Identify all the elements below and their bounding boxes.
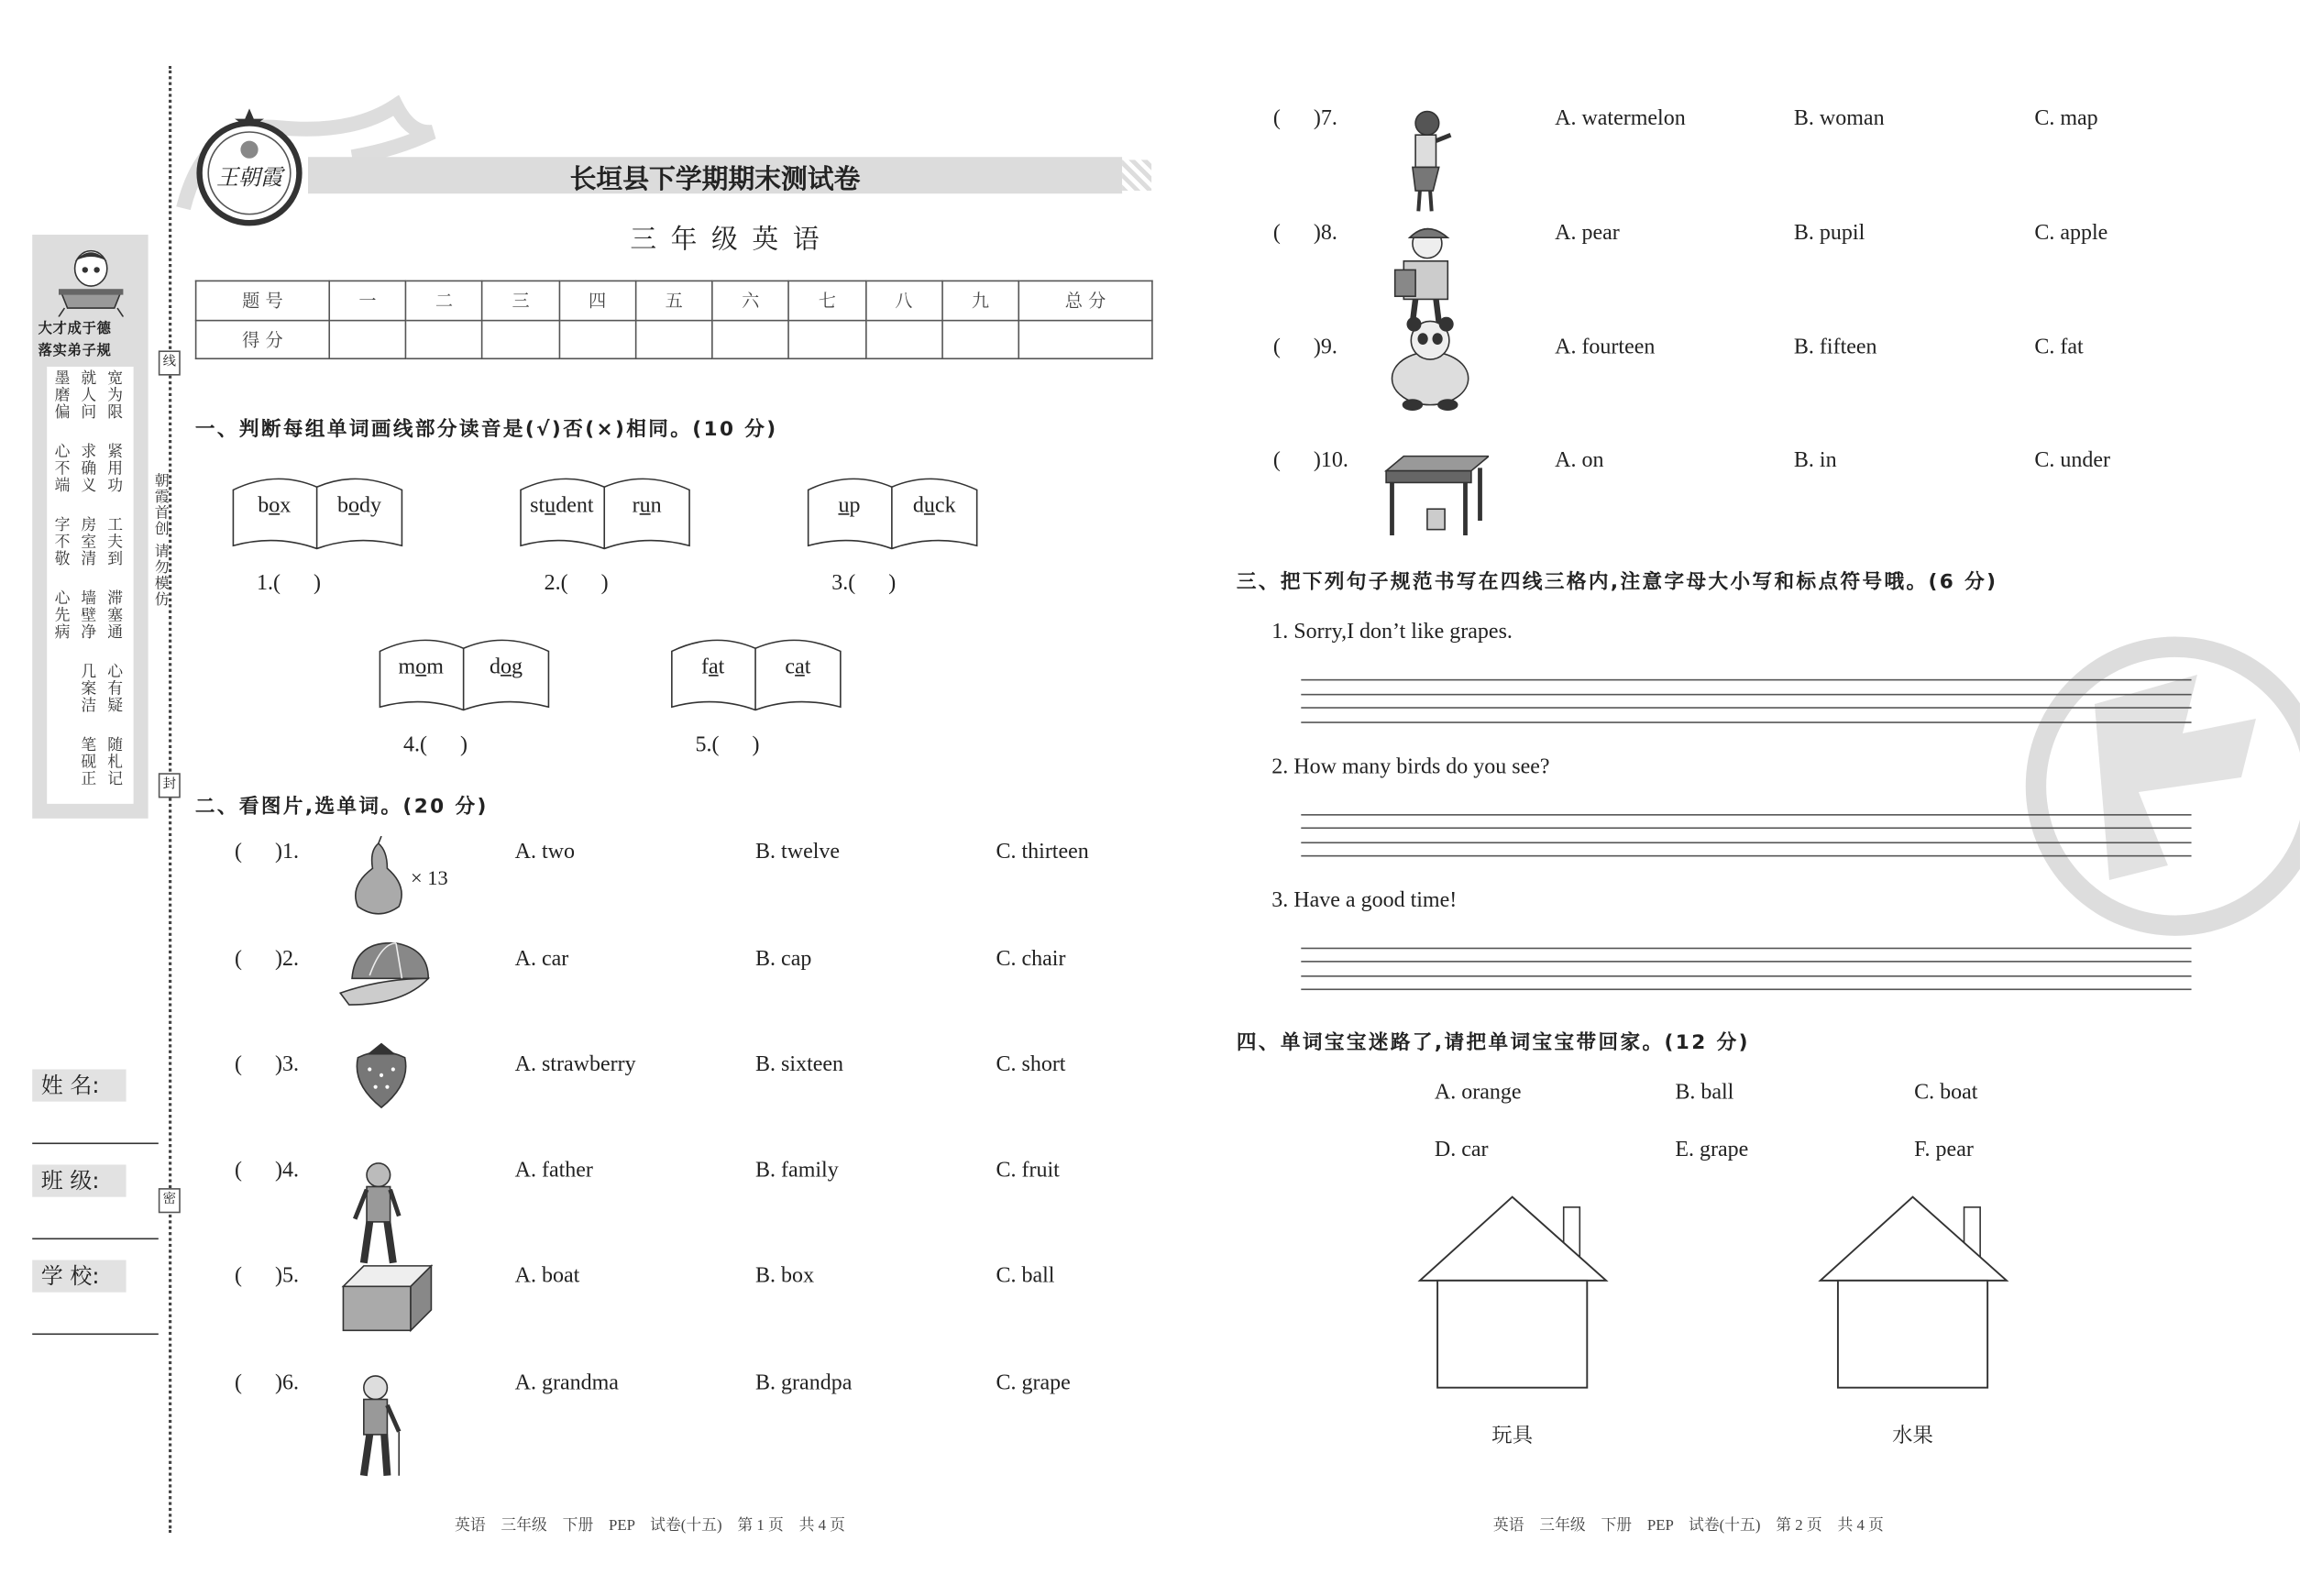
strawberry-icon <box>337 1034 443 1139</box>
logo-lettering: 王朝霞 <box>216 164 283 191</box>
score-header-cell: 一 <box>329 281 406 319</box>
question-picture <box>337 1257 443 1370</box>
motto-col: 心先病 <box>52 589 71 641</box>
section3-heading: 三、把下列句子规范书写在四线三格内,注意字母大小写和标点符号哦。(6 分) <box>1236 570 1998 595</box>
writing-line <box>1301 948 2191 950</box>
binding-mark: 线 <box>159 350 181 375</box>
word-part: g <box>512 655 523 679</box>
school-label: 学 校: <box>32 1260 126 1292</box>
score-header-cell: 五 <box>635 281 712 319</box>
score-cell[interactable] <box>942 320 1019 358</box>
book-word <box>755 655 841 680</box>
motto-col: 工夫到 <box>105 516 124 567</box>
score-header-cell: 四 <box>559 281 636 319</box>
word-part: o <box>348 494 360 518</box>
score-table <box>195 281 1153 359</box>
book-word <box>892 494 977 519</box>
word-part: o <box>501 655 512 679</box>
question-picture <box>1383 317 1489 430</box>
answer-blank[interactable]: ( )8. <box>1272 221 1337 246</box>
option-b[interactable]: B. sixteen <box>755 1052 844 1077</box>
writing-line <box>1301 855 2191 857</box>
answer-blank[interactable]: ( )9. <box>1272 336 1337 360</box>
writing-line <box>1301 842 2191 843</box>
word-part: u <box>639 494 651 518</box>
option-a[interactable]: A. two <box>514 840 575 864</box>
answer-blank[interactable]: 5.( ) <box>695 733 760 757</box>
score-cell[interactable] <box>789 320 866 358</box>
score-cell[interactable] <box>559 320 636 358</box>
word-option: C. boat <box>1914 1081 1978 1105</box>
box-icon <box>337 1257 443 1362</box>
writing-line <box>1301 694 2191 696</box>
book-word <box>519 494 604 519</box>
motto-col: 心有疑 <box>105 663 124 714</box>
word-part: t <box>804 655 811 679</box>
question-picture <box>337 836 443 949</box>
answer-blank[interactable]: ( )7. <box>1272 106 1337 131</box>
word-part: dy <box>359 494 382 518</box>
writing-line <box>1301 961 2191 963</box>
word-part: m <box>426 655 444 679</box>
score-cell[interactable] <box>406 320 483 358</box>
desk-icon <box>1383 450 1489 556</box>
word-part: f <box>700 655 709 679</box>
answer-blank[interactable]: 1.( ) <box>257 572 322 596</box>
answer-blank[interactable]: 2.( ) <box>544 572 609 596</box>
writing-line <box>1301 707 2191 709</box>
class-field[interactable] <box>32 1238 159 1239</box>
word-option: E. grape <box>1675 1138 1749 1162</box>
word-part: m <box>398 655 416 679</box>
word-part: p <box>849 494 861 518</box>
question-picture <box>337 934 443 1047</box>
score-header-cell: 题 号 <box>196 281 330 319</box>
motto-col: 宽为限 <box>105 369 124 421</box>
book-word <box>464 655 549 680</box>
father-icon <box>337 1161 443 1266</box>
option-c[interactable]: C. grape <box>996 1371 1071 1395</box>
score-cell[interactable] <box>865 320 942 358</box>
multiplier-text: × 13 <box>411 868 448 891</box>
motto-col: 几案洁 <box>79 663 97 714</box>
option-a[interactable]: A. grandma <box>514 1371 619 1395</box>
word-option: F. pear <box>1914 1138 1974 1162</box>
open-book <box>670 633 842 710</box>
answer-blank[interactable]: ( )4. <box>235 1159 300 1183</box>
option-c[interactable]: C. fruit <box>996 1159 1060 1183</box>
option-b[interactable]: B. in <box>1793 448 1837 473</box>
section2-heading: 二、看图片,选单词。(20 分) <box>194 795 489 819</box>
motto-title: 大才成于德 <box>38 321 112 338</box>
score-cell[interactable] <box>1018 320 1152 358</box>
score-cell[interactable] <box>482 320 559 358</box>
class-label: 班 级: <box>32 1164 126 1196</box>
book-word <box>379 655 464 680</box>
option-b[interactable]: B. cap <box>755 947 812 972</box>
word-part: c <box>785 655 796 679</box>
score-header-cell: 二 <box>406 281 483 319</box>
word-option: A. orange <box>1434 1081 1522 1105</box>
option-c[interactable]: C. map <box>2034 106 2098 131</box>
word-part: o <box>269 494 281 518</box>
book-word <box>670 655 755 680</box>
fruit-house[interactable] <box>1818 1194 2011 1393</box>
motto-col: 房室清 <box>79 516 97 567</box>
footer-right: 英语 三年级 下册 PEP 试卷(十五) 第 2 页 共 4 页 <box>1492 1518 1884 1535</box>
question-picture <box>1383 108 1489 221</box>
question-picture <box>337 1034 443 1147</box>
motto-col: 墨磨偏 <box>52 369 71 421</box>
question-picture <box>337 1373 443 1486</box>
word-part: r <box>632 494 640 518</box>
motto-col: 字不敬 <box>52 516 71 567</box>
option-a[interactable]: A. watermelon <box>1555 106 1686 131</box>
writing-line <box>1301 679 2191 681</box>
word-part: o <box>415 655 427 679</box>
option-a[interactable]: A. car <box>514 947 569 972</box>
cap-icon <box>337 934 443 1040</box>
motto-title: 落实弟子规 <box>38 343 112 360</box>
score-row <box>196 320 1152 358</box>
word-part: b <box>337 494 349 518</box>
sentence-2: 2. How many birds do you see? <box>1271 755 1550 779</box>
score-header-cell: 六 <box>712 281 789 319</box>
book-word <box>232 494 317 519</box>
option-c[interactable]: C. fat <box>2034 336 2084 360</box>
motto-col: 墙壁净 <box>79 589 97 641</box>
book-word <box>317 494 402 519</box>
word-part: t <box>718 655 725 679</box>
option-b[interactable]: B. grandpa <box>755 1371 853 1395</box>
word-part: x <box>280 494 292 518</box>
word-option: B. ball <box>1675 1081 1734 1105</box>
score-cell[interactable] <box>329 320 406 358</box>
woman-icon <box>1383 108 1489 214</box>
option-a[interactable]: A. strawberry <box>514 1052 636 1077</box>
option-c[interactable]: C. ball <box>996 1264 1055 1288</box>
motto-col: 滞塞通 <box>105 589 124 641</box>
exam-subtitle: 三 年 级 英 语 <box>630 224 822 256</box>
binding-mark: 封 <box>159 773 181 798</box>
word-part: a <box>708 655 719 679</box>
option-b[interactable]: B. family <box>755 1159 839 1183</box>
motto-col: 心不端 <box>52 443 71 494</box>
score-cell[interactable] <box>712 320 789 358</box>
word-part: d <box>490 655 501 679</box>
word-part: a <box>795 655 805 679</box>
option-b[interactable]: B. box <box>755 1264 815 1288</box>
answer-blank[interactable]: 3.( ) <box>831 572 897 596</box>
word-part: u <box>545 494 556 518</box>
open-book <box>379 633 550 710</box>
word-part: dent <box>556 494 594 518</box>
option-a[interactable]: A. boat <box>514 1264 580 1288</box>
score-header-cell: 三 <box>482 281 559 319</box>
word-part: ck <box>934 494 956 518</box>
option-a[interactable]: A. father <box>514 1159 593 1183</box>
question-picture <box>1383 450 1489 563</box>
book-word <box>807 494 892 519</box>
name-label: 姓 名: <box>32 1069 126 1101</box>
sentence-1: 1. Sorry,I don’t like grapes. <box>1271 620 1513 644</box>
score-header-cell: 九 <box>942 281 1019 319</box>
answer-blank[interactable]: ( )6. <box>235 1371 300 1395</box>
book-word <box>604 494 689 519</box>
name-field[interactable] <box>32 1142 159 1144</box>
option-c[interactable]: C. thirteen <box>996 840 1089 864</box>
pupil-icon <box>1383 223 1489 328</box>
answer-blank[interactable]: ( )2. <box>235 947 300 972</box>
score-header-cell: 八 <box>865 281 942 319</box>
writing-line <box>1301 988 2191 990</box>
option-c[interactable]: C. apple <box>2034 221 2108 246</box>
sentence-3: 3. Have a good time! <box>1271 888 1458 913</box>
binding-mark: 密 <box>159 1188 181 1213</box>
option-b[interactable]: B. fifteen <box>1793 336 1877 360</box>
banner-pattern <box>1122 160 1151 191</box>
option-b[interactable]: B. twelve <box>755 840 841 864</box>
toys-house[interactable] <box>1417 1194 1611 1393</box>
writing-line <box>1301 721 2191 723</box>
school-field[interactable] <box>32 1333 159 1335</box>
wang-zhaoxia-logo <box>195 105 303 228</box>
word-part: u <box>838 494 850 518</box>
watermark-seal <box>2021 616 2300 956</box>
motto-col: 紧用功 <box>105 443 124 494</box>
motto-text <box>47 367 133 804</box>
option-b[interactable]: B. pupil <box>1793 221 1865 246</box>
writing-line <box>1301 975 2191 977</box>
motto-sidebar <box>32 235 148 819</box>
word-part: d <box>912 494 924 518</box>
copyright-notice: 朝霞首创 请勿模仿 <box>150 472 168 608</box>
word-part: b <box>258 494 270 518</box>
word-option: D. car <box>1434 1138 1489 1162</box>
score-label: 得 分 <box>196 320 330 358</box>
score-header-cell: 总 分 <box>1018 281 1152 319</box>
score-cell[interactable] <box>635 320 712 358</box>
option-b[interactable]: B. woman <box>1793 106 1885 131</box>
house-label-toys: 玩具 <box>1491 1425 1534 1448</box>
answer-blank[interactable]: ( )10. <box>1272 448 1348 473</box>
section4-heading: 四、单词宝宝迷路了,请把单词宝宝带回家。(12 分) <box>1236 1030 1750 1055</box>
answer-blank[interactable]: ( )3. <box>235 1052 300 1077</box>
motto-col: 就人问 <box>79 369 97 421</box>
word-part: st <box>530 494 545 518</box>
open-book <box>807 472 978 548</box>
answer-blank[interactable]: 4.( ) <box>403 733 468 757</box>
score-header-row <box>196 281 1152 319</box>
option-c[interactable]: C. chair <box>996 947 1066 972</box>
writing-line <box>1301 827 2191 829</box>
score-header-cell: 七 <box>789 281 866 319</box>
option-a[interactable]: A. fourteen <box>1555 336 1656 360</box>
footer-left: 英语 三年级 下册 PEP 试卷(十五) 第 1 页 共 4 页 <box>455 1518 845 1535</box>
grandpa-icon <box>337 1373 443 1479</box>
student-reading-icon <box>53 244 129 317</box>
open-book <box>519 472 690 548</box>
option-a[interactable]: A. on <box>1555 448 1604 473</box>
exam-title: 长垣县下学期期末测试卷 <box>569 164 861 195</box>
option-c[interactable]: C. short <box>996 1052 1066 1077</box>
house-label-fruit: 水果 <box>1892 1425 1933 1448</box>
motto-col: 随札记 <box>105 736 124 787</box>
answer-blank[interactable]: ( )5. <box>235 1264 300 1288</box>
writing-line <box>1301 814 2191 816</box>
word-part: n <box>650 494 662 518</box>
motto-col: 笔砚正 <box>79 736 97 787</box>
answer-blank[interactable]: ( )1. <box>235 840 300 864</box>
fat-panda-icon <box>1383 317 1489 423</box>
word-part: u <box>923 494 935 518</box>
binding-dotted-line <box>169 66 171 1533</box>
motto-col: 求确义 <box>79 443 97 494</box>
section1-heading: 一、判断每组单词画线部分读音是(√)否(×)相同。(10 分) <box>194 418 778 442</box>
option-c[interactable]: C. under <box>2034 448 2111 473</box>
open-book <box>232 472 403 548</box>
option-a[interactable]: A. pear <box>1555 221 1620 246</box>
